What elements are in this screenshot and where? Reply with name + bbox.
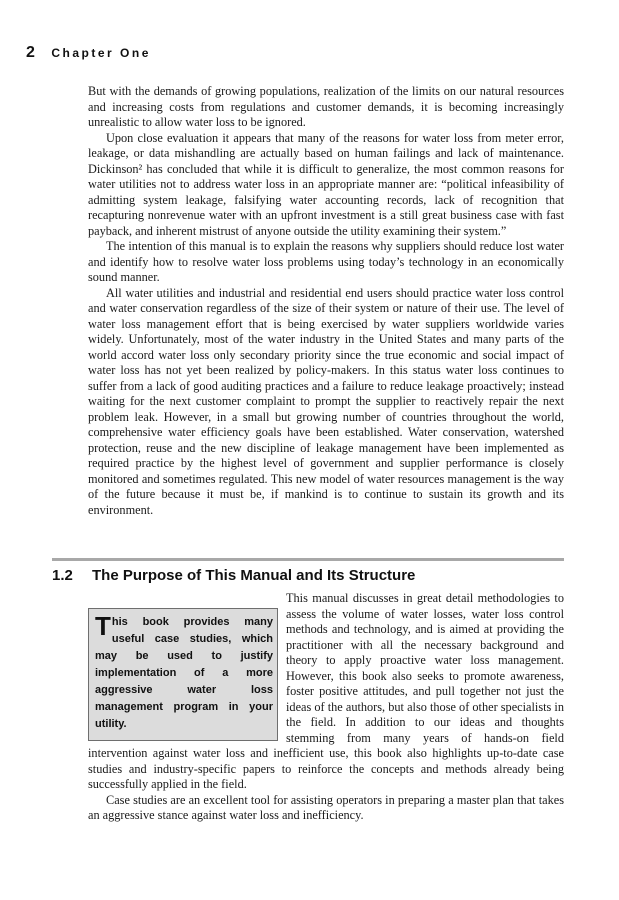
- pull-quote-initial: T: [95, 611, 111, 641]
- page-number: 2: [26, 44, 35, 61]
- chapter-label: Chapter One: [51, 46, 151, 60]
- pull-quote-box: [88, 608, 278, 741]
- running-head: [26, 44, 151, 62]
- body-paragraph: All water utilities and industrial and residential end users should practice water loss control and water conservation regardless of the size of their system or nature of their use. The level of water loss management effort that is being exercised by water suppliers worldwide varies widely. Unfortunately, most of the water industry in the United States and many parts of the world accord water loss only secondary priority since the true economic and social impact of water loss has not yet been realized by policy-makers. In this status water loss continues to suffer from a lack of good auditing practices and a failure to reduce leakage proactively; instead waiting for the next customer complaint to prompt the supplier to reactively repair the next problem leak. However, in a small but growing number of countries throughout the world, comprehensive water efficiency goals have been established. Water conservation, watershed protection, reuse and the new discipline of leakage management have been implemented as required practice by the highest level of government and supplier performance is closely monitored and sometimes regulated. This new model of water resources management is the way of the future because it must be, if mankind is to continue to sustain its growth and its environment.: [88, 285, 564, 517]
- section-paragraph: Case studies are an excellent tool for assisting operators in preparing a master plan that takes an aggressive stance against water loss and inefficiency.: [88, 792, 564, 822]
- section-divider: [52, 558, 564, 561]
- section-number: 1.2: [52, 567, 73, 584]
- body-paragraph: Upon close evaluation it appears that many of the reasons for water loss from meter error, leakage, or data mishandling are actually based on human failings and lack of maintenance. Dickinson² has concluded that while it is difficult to generalize, the most common reasons for water utilities not to address water loss in an appropriate manner are: “political infeasibility of admitting system leakage, falsifying water accounting records, lack of recognition that recapturing nonrevenue water with an upfront investment is a still great business case with fast payback, and inherent mistrust of anyone outside the utility examining their system.”: [88, 130, 564, 238]
- body-paragraph: But with the demands of growing populations, realization of the limits on our natural resources and increasing costs from regulations and customer demands, it is becoming increasingly unrealistic to allow water loss to be ignored.: [88, 84, 564, 129]
- section-paragraph: This manual discusses in great detail methodologies to assess the volume of water losses, water loss control methods and technology, and is aimed at providing the practitioner with all the necessary background and theory to apply proactive water loss management. However, this book also seeks to promote awareness, foster positive attitudes, and pull together not just the ideas of the authors, but also those of other specialists in the field. In addition to our ideas and thoughts stemming from many years of hands-on field intervention against water loss and inefficient use, this book also highlights up-to-date case studies and industry-specific papers to reinforce the concepts and methods already being successfully applied in the field.: [88, 591, 564, 791]
- pull-quote-text: his book provides many useful case studies, which may be used to justify implementation of a more aggressive water loss management program in your utility.: [95, 616, 273, 730]
- body-paragraph: The intention of this manual is to explain the reasons why suppliers should reduce lost water and identify how to resolve water loss problems using today’s technology in an economically sound manner.: [88, 239, 564, 284]
- section-title: The Purpose of This Manual and Its Structure: [92, 567, 416, 584]
- section-heading: [52, 567, 415, 584]
- section-body: [88, 591, 564, 824]
- body-text: [88, 84, 564, 518]
